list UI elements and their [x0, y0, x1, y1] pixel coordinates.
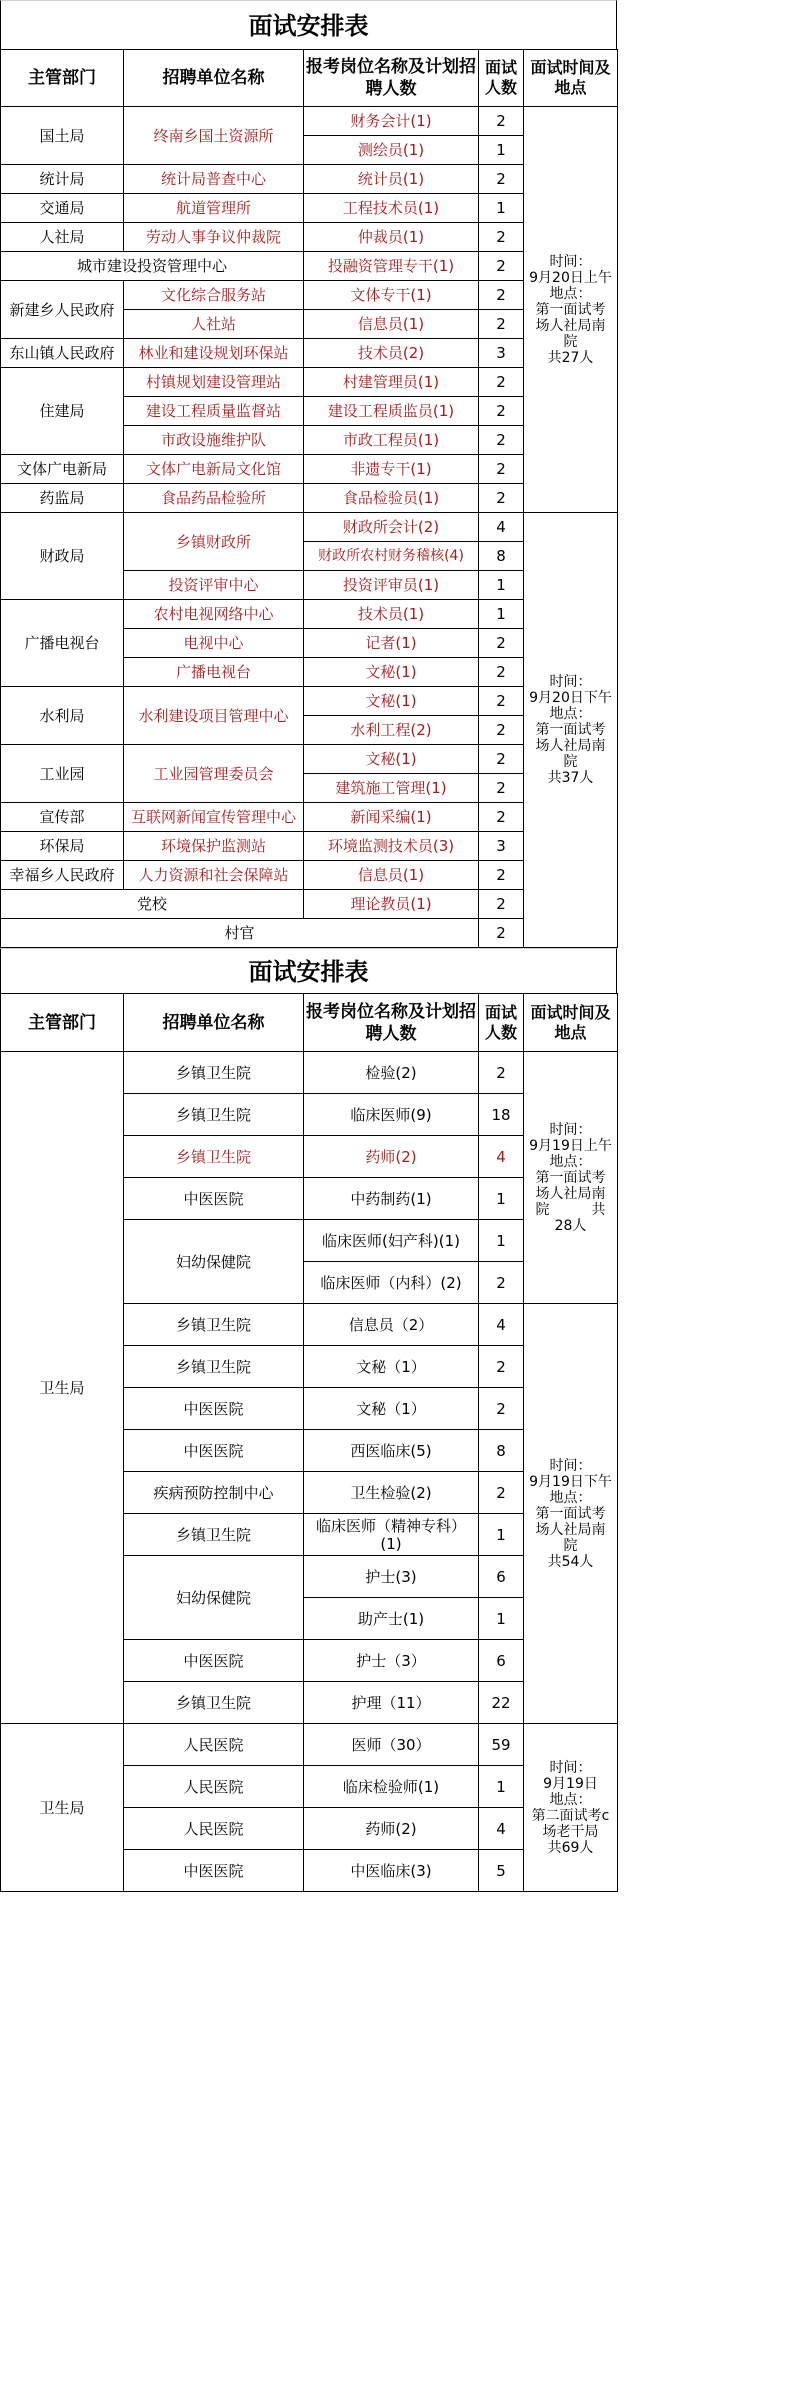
unit-cell: 文体广电新局文化馆	[124, 455, 304, 484]
unit-cell: 环境保护监测站	[124, 832, 304, 861]
header-dept: 主管部门	[1, 994, 124, 1052]
dept-cell: 文体广电新局	[1, 455, 124, 484]
schedule-sheet-2	[0, 948, 617, 1892]
time-location-pm: 时间： 9月19日下午 地点： 第一面试考 场人社局南 院 共54人	[524, 1304, 618, 1724]
num-cell: 2	[479, 484, 524, 513]
time-location-second-venue: 时间： 9月19日 地点： 第二面试考c 场老干局 共69人	[524, 1724, 618, 1892]
post-cell: 投资评审员(1)	[304, 571, 479, 600]
unit-cell: 林业和建设规划环保站	[124, 339, 304, 368]
post-cell: 财政所会计(2)	[304, 513, 479, 542]
num-cell: 1	[479, 1220, 524, 1262]
post-cell: 市政工程员(1)	[304, 426, 479, 455]
post-cell: 建筑施工管理(1)	[304, 774, 479, 803]
num-cell: 2	[479, 1388, 524, 1430]
num-cell: 2	[479, 281, 524, 310]
num-cell: 1	[479, 1598, 524, 1640]
post-cell: 工程技术员(1)	[304, 194, 479, 223]
unit-cell: 疾病预防控制中心	[124, 1472, 304, 1514]
unit-cell: 乡镇财政所	[124, 513, 304, 571]
post-cell: 环境监测技术员(3)	[304, 832, 479, 861]
num-cell: 2	[479, 223, 524, 252]
table-row	[1, 1052, 618, 1094]
unit-cell: 航道管理所	[124, 194, 304, 223]
post-cell: 技术员(1)	[304, 600, 479, 629]
num-cell: 8	[479, 542, 524, 571]
post-cell: 药师(2)	[304, 1136, 479, 1178]
unit-cell: 中医医院	[124, 1640, 304, 1682]
num-cell: 2	[479, 658, 524, 687]
dept-cell: 统计局	[1, 165, 124, 194]
dept-cell: 党校	[1, 890, 304, 919]
post-cell: 文秘（1）	[304, 1346, 479, 1388]
dept-cell: 东山镇人民政府	[1, 339, 124, 368]
post-cell: 统计员(1)	[304, 165, 479, 194]
num-cell: 2	[479, 1346, 524, 1388]
unit-cell: 中医医院	[124, 1388, 304, 1430]
num-cell: 3	[479, 832, 524, 861]
dept-cell: 环保局	[1, 832, 124, 861]
header-time: 面试时间及地点	[524, 50, 618, 107]
num-cell: 2	[479, 745, 524, 774]
dept-cell: 工业园	[1, 745, 124, 803]
num-cell: 2	[479, 1472, 524, 1514]
unit-cell: 乡镇卫生院	[124, 1052, 304, 1094]
unit-cell: 终南乡国土资源所	[124, 107, 304, 165]
unit-cell: 乡镇卫生院	[124, 1304, 304, 1346]
schedule-table-2	[0, 993, 618, 1892]
num-cell: 2	[479, 774, 524, 803]
num-cell: 2	[479, 1262, 524, 1304]
num-cell: 2	[479, 397, 524, 426]
post-cell: 中医临床(3)	[304, 1850, 479, 1892]
unit-cell: 乡镇卫生院	[124, 1514, 304, 1556]
num-cell: 1	[479, 1178, 524, 1220]
post-cell: 药师(2)	[304, 1808, 479, 1850]
post-cell: 护士（3）	[304, 1640, 479, 1682]
dept-cell: 幸福乡人民政府	[1, 861, 124, 890]
post-cell: 食品检验员(1)	[304, 484, 479, 513]
unit-cell: 统计局普查中心	[124, 165, 304, 194]
num-cell: 2	[479, 687, 524, 716]
header-post: 报考岗位名称及计划招聘人数	[304, 994, 479, 1052]
unit-cell: 中医医院	[124, 1430, 304, 1472]
table-row	[1, 107, 618, 136]
num-cell: 2	[479, 861, 524, 890]
post-cell: 仲裁员(1)	[304, 223, 479, 252]
post-cell: 财政所农村财务稽核(4)	[304, 542, 479, 571]
dept-cell: 村官	[1, 919, 479, 948]
num-cell: 2	[479, 252, 524, 281]
num-cell: 4	[479, 1136, 524, 1178]
post-cell: 文秘(1)	[304, 658, 479, 687]
num-cell: 59	[479, 1724, 524, 1766]
unit-cell: 人社站	[124, 310, 304, 339]
num-cell: 8	[479, 1430, 524, 1472]
post-cell: 临床医师(妇产科)(1)	[304, 1220, 479, 1262]
post-cell: 村建管理员(1)	[304, 368, 479, 397]
post-cell: 中药制药(1)	[304, 1178, 479, 1220]
num-cell: 2	[479, 426, 524, 455]
post-cell: 医师（30）	[304, 1724, 479, 1766]
post-cell: 文秘(1)	[304, 745, 479, 774]
unit-cell: 文化综合服务站	[124, 281, 304, 310]
time-location-pm: 时间： 9月20日下午 地点： 第一面试考 场人社局南 院 共37人	[524, 513, 618, 948]
post-cell: 信息员(1)	[304, 310, 479, 339]
sheet-title: 面试安排表	[0, 0, 617, 49]
dept-cell: 药监局	[1, 484, 124, 513]
dept-cell: 财政局	[1, 513, 124, 600]
num-cell: 1	[479, 1514, 524, 1556]
post-cell: 非遗专干(1)	[304, 455, 479, 484]
time-location-am: 时间： 9月20日上午 地点： 第一面试考 场人社局南 院 共27人	[524, 107, 618, 513]
post-cell: 临床检验师(1)	[304, 1766, 479, 1808]
post-cell: 财务会计(1)	[304, 107, 479, 136]
post-cell: 文秘(1)	[304, 687, 479, 716]
unit-cell: 市政设施维护队	[124, 426, 304, 455]
post-cell: 护理（11）	[304, 1682, 479, 1724]
dept-cell: 住建局	[1, 368, 124, 455]
num-cell: 2	[479, 1052, 524, 1094]
num-cell: 2	[479, 803, 524, 832]
post-cell: 助产士(1)	[304, 1598, 479, 1640]
post-cell: 临床医师（精神专科）(1)	[304, 1514, 479, 1556]
num-cell: 4	[479, 513, 524, 542]
post-cell: 文体专干(1)	[304, 281, 479, 310]
schedule-table-1	[0, 49, 618, 948]
time-location-am: 时间： 9月19日上午 地点： 第一面试考 场人社局南 院 共 28人	[524, 1052, 618, 1304]
num-cell: 1	[479, 571, 524, 600]
unit-cell: 人民医院	[124, 1724, 304, 1766]
num-cell: 2	[479, 716, 524, 745]
dept-cell: 国土局	[1, 107, 124, 165]
unit-cell: 广播电视台	[124, 658, 304, 687]
unit-cell: 食品药品检验所	[124, 484, 304, 513]
post-cell: 记者(1)	[304, 629, 479, 658]
num-cell: 2	[479, 890, 524, 919]
post-cell: 水利工程(2)	[304, 716, 479, 745]
unit-cell: 人力资源和社会保障站	[124, 861, 304, 890]
unit-cell: 建设工程质量监督站	[124, 397, 304, 426]
header-row	[1, 994, 618, 1052]
dept-cell: 卫生局	[1, 1724, 124, 1892]
unit-cell: 乡镇卫生院	[124, 1136, 304, 1178]
post-cell: 临床医师(9)	[304, 1094, 479, 1136]
header-unit: 招聘单位名称	[124, 994, 304, 1052]
dept-cell: 水利局	[1, 687, 124, 745]
unit-cell: 电视中心	[124, 629, 304, 658]
post-cell: 投融资管理专干(1)	[304, 252, 479, 281]
num-cell: 6	[479, 1556, 524, 1598]
unit-cell: 妇幼保健院	[124, 1556, 304, 1640]
num-cell: 6	[479, 1640, 524, 1682]
num-cell: 2	[479, 368, 524, 397]
header-post: 报考岗位名称及计划招聘人数	[304, 50, 479, 107]
dept-cell: 广播电视台	[1, 600, 124, 687]
post-cell: 测绘员(1)	[304, 136, 479, 165]
unit-cell: 乡镇卫生院	[124, 1346, 304, 1388]
sheet-title: 面试安排表	[0, 948, 617, 993]
unit-cell: 水利建设项目管理中心	[124, 687, 304, 745]
header-num: 面试人数	[479, 994, 524, 1052]
num-cell: 2	[479, 165, 524, 194]
unit-cell: 中医医院	[124, 1850, 304, 1892]
unit-cell: 村镇规划建设管理站	[124, 368, 304, 397]
post-cell: 西医临床(5)	[304, 1430, 479, 1472]
num-cell: 2	[479, 629, 524, 658]
table-row	[1, 1724, 618, 1766]
num-cell: 1	[479, 194, 524, 223]
num-cell: 5	[479, 1850, 524, 1892]
dept-cell: 城市建设投资管理中心	[1, 252, 304, 281]
post-cell: 技术员(2)	[304, 339, 479, 368]
num-cell: 2	[479, 455, 524, 484]
num-cell: 1	[479, 136, 524, 165]
post-cell: 信息员(1)	[304, 861, 479, 890]
header-unit: 招聘单位名称	[124, 50, 304, 107]
num-cell: 22	[479, 1682, 524, 1724]
schedule-sheet-1	[0, 0, 617, 948]
post-cell: 检验(2)	[304, 1052, 479, 1094]
post-cell: 护士(3)	[304, 1556, 479, 1598]
unit-cell: 工业园管理委员会	[124, 745, 304, 803]
num-cell: 2	[479, 107, 524, 136]
num-cell: 1	[479, 600, 524, 629]
num-cell: 4	[479, 1808, 524, 1850]
post-cell: 新闻采编(1)	[304, 803, 479, 832]
num-cell: 2	[479, 919, 524, 948]
header-dept: 主管部门	[1, 50, 124, 107]
header-row	[1, 50, 618, 107]
post-cell: 卫生检验(2)	[304, 1472, 479, 1514]
unit-cell: 农村电视网络中心	[124, 600, 304, 629]
num-cell: 3	[479, 339, 524, 368]
post-cell: 文秘（1）	[304, 1388, 479, 1430]
table-row	[1, 513, 618, 542]
unit-cell: 中医医院	[124, 1178, 304, 1220]
num-cell: 4	[479, 1304, 524, 1346]
dept-cell: 人社局	[1, 223, 124, 252]
num-cell: 1	[479, 1766, 524, 1808]
dept-cell: 卫生局	[1, 1052, 124, 1724]
post-cell: 理论教员(1)	[304, 890, 479, 919]
post-cell: 信息员（2）	[304, 1304, 479, 1346]
post-cell: 临床医师（内科）(2)	[304, 1262, 479, 1304]
unit-cell: 乡镇卫生院	[124, 1682, 304, 1724]
unit-cell: 妇幼保健院	[124, 1220, 304, 1304]
unit-cell: 互联网新闻宣传管理中心	[124, 803, 304, 832]
unit-cell: 人民医院	[124, 1808, 304, 1850]
num-cell: 2	[479, 310, 524, 339]
dept-cell: 新建乡人民政府	[1, 281, 124, 339]
unit-cell: 乡镇卫生院	[124, 1094, 304, 1136]
unit-cell: 劳动人事争议仲裁院	[124, 223, 304, 252]
num-cell: 18	[479, 1094, 524, 1136]
header-time: 面试时间及地点	[524, 994, 618, 1052]
post-cell: 建设工程质监员(1)	[304, 397, 479, 426]
dept-cell: 交通局	[1, 194, 124, 223]
unit-cell: 人民医院	[124, 1766, 304, 1808]
dept-cell: 宣传部	[1, 803, 124, 832]
header-num: 面试人数	[479, 50, 524, 107]
unit-cell: 投资评审中心	[124, 571, 304, 600]
